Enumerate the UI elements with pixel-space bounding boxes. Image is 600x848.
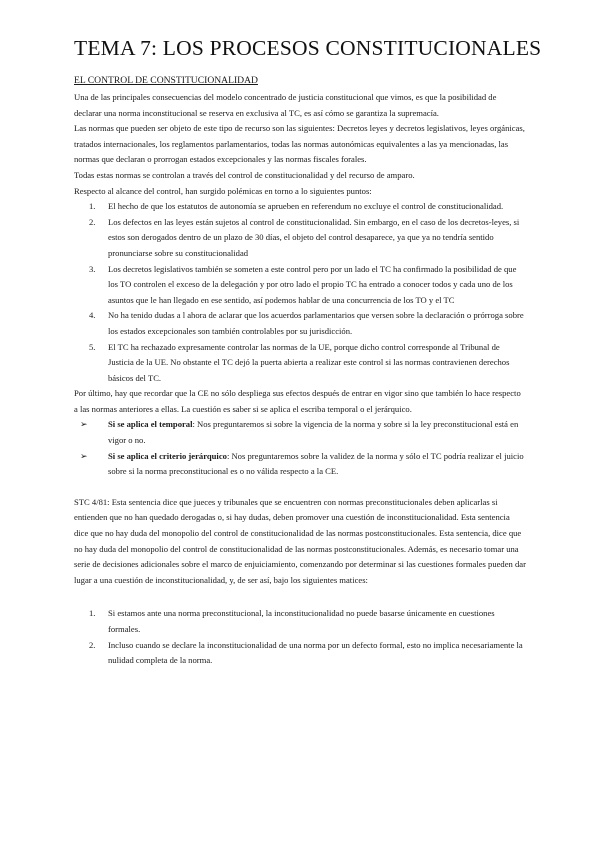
paragraph-control: Todas estas normas se controlan a través del control de constitucionalidad y del recurso de amparo. (74, 169, 415, 180)
arrow-list-item (74, 417, 526, 448)
arrow-bullet-icon: ➢ (80, 450, 88, 461)
arrow-list-item (74, 449, 526, 480)
paragraph-intro: Una de las principales consecuencias del modelo concentrado de justicia constitucional que vimos, es que la posibilidad de declarar una norma inconstitucional se reserva en exclusiva al TC, es así cómo se garantiza la supremacía. (74, 92, 497, 118)
list-number: 2. (89, 639, 96, 650)
paragraph-alcance: Respecto al alcance del control, han surgido polémicas en torno a lo siguientes puntos: (74, 185, 372, 196)
numbered-list-matices (74, 606, 526, 668)
list-item (74, 199, 526, 215)
list-item-text: Los decretos legislativos también se someten a este control pero por un lado el TC ha confirmado la posibilidad de que los TO controlen el exceso de la delegación y por otro lado el propio TC ha entrado a conocer todos y cada uno de los asuntos que le han llegado en ese sentido, así podemos hablar de una concurrencia de los TO y el TC (108, 263, 517, 305)
criterion-label: Si se aplica el criterio jerárquico (108, 450, 227, 461)
list-item (74, 606, 526, 637)
list-item-text: Los defectos en las leyes están sujetos al control de constitucionalidad. Sin embargo, en el caso de los decretos-leyes, si estos son derogados dentro de un plazo de 30 días, el objeto del control desaparece, ya que ya no tendría sentido pronunciarse sobre su constitucionalidad (108, 216, 520, 258)
list-number: 2. (89, 216, 96, 227)
list-item-text: Incluso cuando se declare la inconstitucionalidad de una norma por un defecto formal, esto no implica necesariamente la nulidad completa de la norma. (108, 639, 523, 666)
arrow-list-criterios (74, 417, 526, 479)
list-number: 1. (89, 201, 96, 212)
arrow-bullet-icon: ➢ (80, 419, 88, 430)
criterion-text: : Nos preguntaremos si sobre la vigencia de la norma y sobre si la ley preconstitucional está en vigor o no. (108, 419, 519, 446)
paragraph-normas: Las normas que pueden ser objeto de este tipo de recurso son las siguientes: Decretos leyes y decretos legislativos, leyes orgánicas, tratados internacionales, los reglamentos parlamentarios, todas las normas autonómicas equivalentes a las ya mencionadas, las normas que declaran o prorrogan estados excepcionales y las normas fiscales forales. (74, 123, 525, 165)
list-item-text: El hecho de que los estatutos de autonomía se aprueben en referendum no excluye el control de constitucionalidad. (108, 201, 504, 212)
list-item (74, 262, 526, 309)
page-title: TEMA 7: LOS PROCESOS CONSTITUCIONALES (74, 36, 542, 60)
list-item-text: El TC ha rechazado expresamente controlar las normas de la UE, porque dicho control corresponde al Tribunal de Justicia de la UE. No obstante el TC dejó la puerta abierta a realizar este control si las normas contravienen derechos básicos del TC. (108, 341, 510, 383)
list-number: 1. (89, 608, 96, 619)
list-item-text: Si estamos ante una norma preconstitucional, la inconstitucionalidad no puede basarse únicamente en cuestiones formales. (108, 608, 495, 634)
list-item (74, 308, 526, 339)
list-number: 3. (89, 263, 96, 274)
list-item-text: No ha tenido dudas a l ahora de aclarar que los acuerdos parlamentarios que versen sobre la declaración o prórroga sobre los estados excepcionales son también controlables por su jurisdicción. (108, 310, 524, 336)
list-number: 5. (89, 341, 96, 352)
criterion-label: Si se aplica el temporal (108, 419, 193, 430)
document-page (74, 36, 542, 669)
list-item (74, 638, 526, 669)
section-heading: EL CONTROL DE CONSTITUCIONALIDAD (74, 75, 258, 86)
paragraph-ultimo: Por último, hay que recordar que la CE no sólo despliega sus efectos después de entrar en vigor sino que también lo hace respecto a las normas anteriores a ellas. La cuestión es saber si se aplica el escriba temporal o el jerárquico. (74, 388, 521, 414)
list-number: 4. (89, 310, 96, 321)
list-item (74, 215, 526, 262)
criterion-text: : Nos preguntaremos sobre la validez de la norma y sólo el TC podría realizar el juicio sobre si la norma preconstitucional es o no válida respecto a la CE. (108, 450, 524, 477)
numbered-list-alcance (74, 199, 526, 386)
list-item (74, 340, 526, 387)
paragraph-stc: STC 4/81: Esta sentencia dice que jueces y tribunales que se encuentren con normas preconstitucionales deben aplicarlas si entienden que no han quedado derogadas o, si hay dudas, deben promover una cuestión de inconstitucionalidad. Esta sentencia dice que no hay duda del monopolio del control de constitucionalidad de las normas postconstitucionales. Esta sentencia, dice que no hay duda del monopolio del control de constitucionalidad de las normas postconstitucionales. Además, es necesario tomar una serie de decisiones adicionales sobre el marco de enjuiciamiento, comenzando por determinar si las cuestiones formales pueden dar lugar a una cuestión de inconstitucionalidad, y, de ser así, bajo los siguientes matices: (74, 496, 526, 585)
